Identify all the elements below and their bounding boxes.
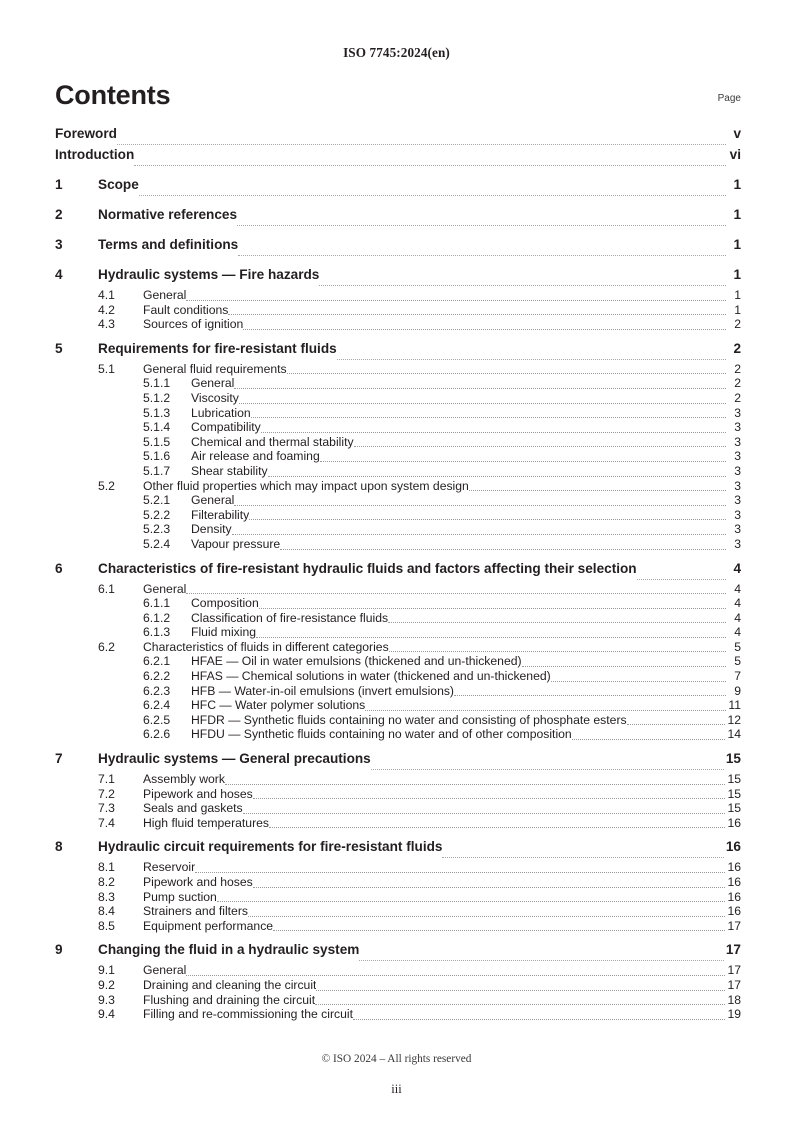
toc-entry-title: Flushing and draining the circuit [143,992,316,1007]
toc-entry[interactable] [55,522,741,537]
toc-leader-dots [268,476,726,477]
toc-entry[interactable] [55,406,741,421]
toc-entry[interactable] [55,537,741,552]
footer-copyright: © ISO 2024 – All rights reserved [321,1053,472,1065]
toc-entry[interactable] [55,801,741,816]
toc-entry-number: 5.1.3 [143,405,171,420]
toc-entry-page: 16 [727,815,741,830]
toc-entry-page: 7 [734,669,741,684]
toc-entry-title: Reservoir [143,860,196,875]
toc-entry-page: 15 [725,751,741,767]
toc-entry-number: 6.1.3 [143,625,171,640]
toc-entry-page: 4 [733,560,741,576]
toc-leader-dots [273,930,725,931]
toc-leader-dots [243,329,726,330]
toc-leader-dots [186,593,726,594]
toc-leader-dots [234,388,726,389]
toc-entry[interactable] [55,303,741,318]
toc-leader-dots [469,490,726,491]
toc-entry-title: Fault conditions [143,302,229,317]
toc-entry-title: General fluid requirements [143,361,287,376]
toc-leader-dots [228,314,726,315]
toc-entry-number: 3 [55,237,63,252]
toc-entry-number: 6.2 [98,639,115,654]
toc-entry-title: Pump suction [143,889,217,904]
toc-entry[interactable] [55,816,741,831]
toc-entry-page: 9 [734,683,741,698]
toc-entry-number: 5.1.4 [143,420,171,435]
toc-entry-number: 5.2.1 [143,493,171,508]
toc-entry-number: 6.2.2 [143,669,171,684]
toc-entry-title: Fluid mixing [191,625,257,640]
toc-entry-number: 5.2.4 [143,536,171,551]
toc-leader-dots [249,519,726,520]
toc-entry-number: 2 [55,207,63,222]
toc-entry-title: Viscosity [191,390,239,405]
toc-entry-number: 5.2.3 [143,522,171,537]
toc-entry[interactable] [55,1007,741,1022]
toc-entry-page: 16 [725,839,741,855]
toc-leader-dots [134,165,726,166]
toc-entry-page: 3 [734,420,741,435]
toc-entry-title: Characteristics of fire-resistant hydraulic fluids and factors affecting their selection [98,560,637,576]
toc-entry-number: 5.1.5 [143,434,171,449]
toc-entry-number: 4.2 [98,302,115,317]
toc-leader-dots [253,798,726,799]
toc-entry[interactable] [55,625,741,640]
toc-entry-title: Introduction [55,147,135,162]
toc-entry[interactable] [55,978,741,993]
toc-leader-dots [454,695,726,696]
toc-entry-number: 6.2.1 [143,654,171,669]
toc-entry-title: Normative references [98,207,238,222]
toc-entry-title: Foreword [55,126,117,141]
toc-entry-page: 11 [728,698,741,713]
toc-entry-title: Air release and foaming [191,449,320,464]
toc-leader-dots [551,681,726,682]
toc-entry-number: 4.3 [98,317,115,332]
toc-entry-number: 9.4 [98,1007,115,1022]
toc-leader-dots [389,651,726,652]
toc-entry-number: 1 [55,177,63,192]
toc-entry-title: Hydraulic systems — General precautions [98,751,371,767]
toc-entry-title: General [143,581,187,596]
toc-entry-title: HFAE — Oil in water emulsions (thickened and un-thickened) [191,654,522,669]
toc-leader-dots [186,300,726,301]
toc-entry-page: 3 [734,405,741,420]
toc-entry-page: 16 [727,889,741,904]
toc-entry-page: 5 [734,639,741,654]
toc-entry-title: Vapour pressure [191,536,281,551]
toc-entry-number: 9 [55,942,63,958]
toc-entry[interactable] [55,839,741,860]
toc-entry[interactable] [55,420,741,435]
toc-entry-page: 16 [727,860,741,875]
toc-entry-title: Changing the fluid in a hydraulic system [98,942,360,958]
toc-leader-dots [627,724,726,725]
toc-entry[interactable] [55,919,741,934]
toc-leader-dots [371,769,724,770]
toc-entry-title: Terms and definitions [98,237,239,252]
toc-entry-page: 2 [733,340,741,356]
toc-entry-title: General [191,493,235,508]
toc-entry[interactable] [55,362,741,377]
toc-entry[interactable] [55,288,741,303]
toc-entry[interactable] [55,147,741,168]
toc-entry-number: 7.1 [98,772,115,787]
toc-entry[interactable] [55,435,741,450]
toc-entry-page: 15 [727,786,741,801]
toc-entry-page: 16 [727,875,741,889]
toc-leader-dots [388,622,726,623]
toc-entry-page: 14 [727,727,741,742]
toc-entry-page: 4 [734,596,741,611]
toc-entry-number: 5.2.2 [143,507,171,522]
toc-entry-page: 3 [734,522,741,537]
toc-entry-number: 5.1.7 [143,463,171,478]
toc-leader-dots [238,255,726,256]
toc-entry[interactable] [55,698,741,713]
toc-entry-page: 2 [734,317,741,332]
contents-header [55,80,741,112]
toc-entry-page: 17 [727,963,741,978]
toc-leader-dots [139,195,726,196]
toc-entry-page: vi [729,147,741,162]
toc-leader-dots [359,960,724,961]
toc-entry-number: 7 [55,751,63,767]
toc-entry-number: 6.2.6 [143,727,171,742]
toc-entry[interactable] [55,860,741,875]
toc-entry-number: 8.4 [98,904,115,919]
toc-entry-page: 17 [727,918,741,933]
toc-leader-dots [365,710,726,711]
toc-leader-dots [232,534,726,535]
toc-entry-title: HFDR — Synthetic fluids containing no water and consisting of phosphate esters [191,712,627,727]
toc-entry-page: 4 [734,625,741,640]
toc-entry-page: 3 [734,507,741,522]
toc-entry-title: High fluid temperatures [143,815,269,830]
toc-leader-dots [243,813,726,814]
toc-entry-page: 15 [727,801,741,816]
toc-entry-page: 17 [725,942,741,958]
toc-entry-page: v [733,126,741,141]
toc-entry-number: 6.1.1 [143,596,171,611]
toc-entry[interactable] [55,207,741,228]
running-header-title: ISO 7745:2024(en) [343,45,450,60]
toc-entry-title: Classification of fire-resistance fluids [191,610,389,625]
toc-entry[interactable] [55,727,741,742]
toc-leader-dots [320,461,726,462]
toc-leader-dots [256,637,726,638]
toc-entry[interactable] [55,751,741,772]
toc-entry-title: Hydraulic systems — Fire hazards [98,267,320,282]
toc-entry[interactable] [55,713,741,728]
toc-entry[interactable] [55,942,741,963]
toc-entry-number: 6.1 [98,581,115,596]
toc-entry-page: 2 [734,361,741,376]
toc-entry[interactable] [55,993,741,1008]
toc-entry-page: 3 [734,449,741,464]
toc-entry[interactable] [55,875,741,890]
toc-entry[interactable] [55,582,741,597]
toc-entry-page: 3 [734,434,741,449]
toc-leader-dots [287,373,726,374]
toc-entry-page: 3 [734,478,741,493]
toc-leader-dots [237,225,726,226]
toc-leader-dots [316,990,725,991]
toc-entry-title: Pipework and hoses [143,875,253,889]
toc-entry-page: 18 [727,992,741,1007]
toc-entry-number: 9.1 [98,963,115,978]
toc-entry-number: 8.3 [98,889,115,904]
toc-entry-title: Lubrication [191,405,251,420]
toc-entry-title: Composition [191,596,259,611]
toc-entry[interactable] [55,267,741,288]
toc-leader-dots [319,285,726,286]
toc-leader-dots [353,1019,725,1020]
toc-entry-page: 3 [734,493,741,508]
toc-leader-dots [225,784,725,785]
toc-leader-dots [637,579,726,580]
toc-leader-dots [217,901,726,902]
toc-leader-dots [261,432,726,433]
toc-leader-dots [280,549,726,550]
toc-entry-title: HFC — Water polymer solutions [191,698,366,713]
toc-entry-title: Filterability [191,507,250,522]
toc-leader-dots [269,827,725,828]
toc-entry-title: Assembly work [143,772,225,787]
toc-entry-number: 7.3 [98,801,115,816]
toc-leader-dots [315,1004,725,1005]
toc-entry[interactable] [55,177,741,198]
toc-entry-number: 6 [55,560,63,576]
toc-entry[interactable] [55,787,741,802]
toc-entry[interactable] [55,654,741,669]
toc-entry-title: Chemical and thermal stability [191,434,354,449]
toc-entry-page: 4 [734,610,741,625]
toc-leader-dots [259,608,726,609]
toc-entry-number: 5 [55,340,63,356]
toc-entry-title: General [191,376,235,391]
toc-leader-dots [117,144,726,145]
toc-entry-number: 6.1.2 [143,610,171,625]
toc-entry-page: 1 [733,207,741,222]
toc-entry-number: 8 [55,839,63,855]
toc-entry[interactable] [55,449,741,464]
toc-entry[interactable] [55,669,741,684]
toc-leader-dots [253,887,726,888]
toc-entry[interactable] [55,684,741,699]
toc-entry-title: Seals and gaskets [143,801,243,816]
toc-entry[interactable] [55,561,741,582]
page-column-label: Page [717,93,741,104]
toc-leader-dots [251,417,726,418]
toc-entry-page: 2 [734,376,741,391]
toc-entry-number: 8.1 [98,860,115,875]
toc-entry[interactable] [55,596,741,611]
toc-entry-title: Equipment performance [143,918,274,933]
toc-entry[interactable] [55,391,741,406]
toc-leader-dots [195,872,725,873]
toc-entry-title: Sources of ignition [143,317,244,332]
toc-entry[interactable] [55,464,741,479]
toc-entry-title: Scope [98,177,139,192]
toc-leader-dots [337,359,726,360]
toc-entry-number: 8.5 [98,918,115,933]
toc-entry-number: 9.2 [98,977,115,992]
toc-leader-dots [354,446,726,447]
toc-entry[interactable] [55,376,741,391]
toc-entry-page: 1 [734,288,741,302]
toc-entry[interactable] [55,890,741,905]
toc-entry-title: Compatibility [191,420,261,435]
table-of-contents [55,126,741,1022]
toc-entry-page: 17 [727,977,741,992]
toc-entry-title: General [143,288,187,302]
toc-entry[interactable] [55,963,741,978]
toc-entry-number: 6.2.5 [143,712,171,727]
toc-entry-title: HFAS — Chemical solutions in water (thickened and un-thickened) [191,669,551,684]
toc-entry-page: 1 [734,302,741,317]
toc-leader-dots [248,916,725,917]
toc-entry-title: Requirements for fire-resistant fluids [98,340,337,356]
toc-entry-number: 5.1 [98,361,115,376]
toc-entry-number: 5.1.1 [143,376,171,391]
toc-entry-page: 4 [734,581,741,596]
toc-entry-title: Characteristics of fluids in different categories [143,639,389,654]
toc-entry-number: 4 [55,267,63,282]
toc-entry-title: Hydraulic circuit requirements for fire-resistant fluids [98,839,443,855]
toc-entry-number: 7.4 [98,815,115,830]
toc-leader-dots [234,505,726,506]
toc-entry-number: 5.1.6 [143,449,171,464]
toc-entry-number: 6.2.4 [143,698,171,713]
toc-entry-number: 7.2 [98,786,115,801]
toc-entry-page: 5 [734,654,741,669]
toc-leader-dots [522,666,726,667]
toc-entry[interactable] [55,772,741,787]
toc-entry-number: 4.1 [98,288,115,302]
toc-entry-title: HFDU — Synthetic fluids containing no water and of other composition [191,727,572,742]
toc-entry-title: Pipework and hoses [143,786,253,801]
toc-entry-page: 16 [727,904,741,919]
toc-entry-title: Shear stability [191,463,268,478]
toc-entry[interactable] [55,341,741,362]
toc-entry-page: 3 [734,536,741,551]
toc-entry-page: 3 [734,463,741,478]
toc-leader-dots [442,857,723,858]
toc-leader-dots [572,739,726,740]
toc-entry[interactable] [55,508,741,523]
footer-page-number: iii [391,1082,402,1096]
toc-entry-page: 15 [727,772,741,787]
toc-entry-title: Density [191,522,232,537]
toc-entry[interactable] [55,479,741,494]
page-title: Contents [55,80,171,110]
toc-entry-title: Draining and cleaning the circuit [143,977,317,992]
toc-entry-page: 2 [734,390,741,405]
toc-entry-number: 5.2 [98,478,115,493]
toc-entry-title: Filling and re-commissioning the circuit [143,1007,353,1022]
toc-entry[interactable] [55,493,741,508]
toc-entry-title: General [143,963,187,978]
toc-entry-page: 1 [733,177,741,192]
toc-entry[interactable] [55,640,741,655]
toc-entry[interactable] [55,237,741,258]
toc-entry-title: Other fluid properties which may impact upon system design [143,478,469,493]
toc-entry-page: 19 [727,1007,741,1022]
toc-entry-title: HFB — Water-in-oil emulsions (invert emulsions) [191,683,454,698]
toc-entry[interactable] [55,904,741,919]
toc-entry-page: 1 [733,267,741,282]
toc-leader-dots [239,403,726,404]
toc-entry[interactable] [55,611,741,626]
toc-entry-title: Strainers and filters [143,904,248,919]
toc-leader-dots [186,975,725,976]
toc-entry[interactable] [55,126,741,147]
toc-entry-page: 12 [727,712,741,727]
toc-entry-page: 1 [733,237,741,252]
toc-entry-number: 5.1.2 [143,390,171,405]
toc-entry-number: 9.3 [98,992,115,1007]
toc-entry[interactable] [55,317,741,332]
toc-entry-number: 8.2 [98,875,115,889]
toc-entry-number: 6.2.3 [143,683,171,698]
